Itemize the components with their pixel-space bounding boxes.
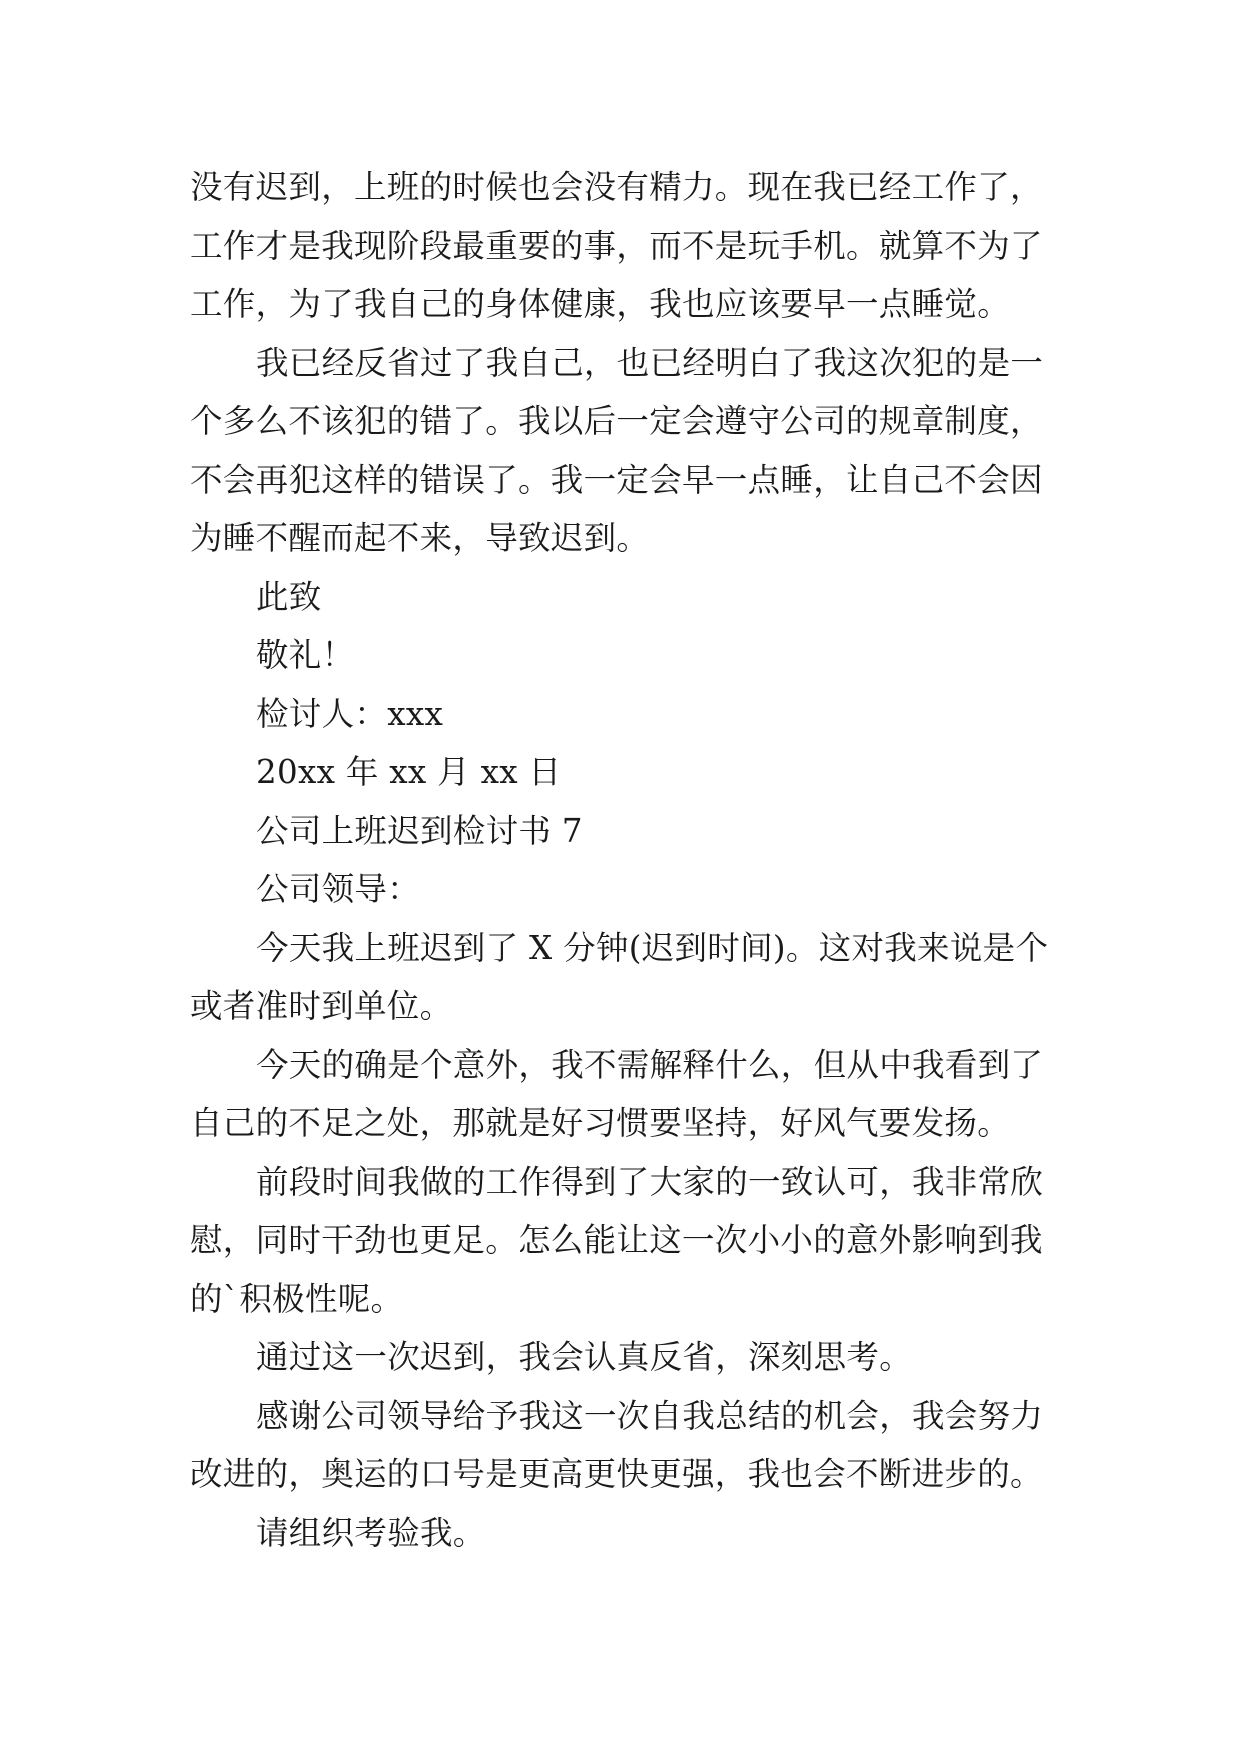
text-line: 前段时间我做的工作得到了大家的一致认可，我非常欣 <box>256 1162 1044 1201</box>
text-line: 改进的，奥运的口号是更高更快更强，我也会不断进步的。 <box>190 1455 1043 1493</box>
text-line: 20xx 年 xx 月 xx 日 <box>256 753 562 791</box>
text-line: 工作，为了我自己的身体健康，我也应该要早一点睡觉。 <box>190 285 1011 323</box>
text-line: 的`积极性呢。 <box>190 1279 404 1318</box>
text-line: 通过这一次迟到，我会认真反省，深刻思考。 <box>256 1338 913 1376</box>
text-line: 为睡不醒而起不来，导致迟到。 <box>190 519 650 557</box>
text-line: 公司上班迟到检讨书 7 <box>256 811 583 850</box>
text-line: 此致 <box>256 577 322 616</box>
text-line: 检讨人：xxx <box>256 694 444 733</box>
text-line: 公司领导： <box>256 870 421 908</box>
text-line: 敬礼！ <box>256 636 355 674</box>
text-line: 自己的不足之处，那就是好习惯要坚持，好风气要发扬。 <box>190 1104 1011 1142</box>
text-line: 我已经反省过了我自己，也已经明白了我这次犯的是一 <box>256 343 1044 382</box>
text-line: 没有迟到，上班的时候也会没有精力。现在我已经工作了， <box>190 168 1043 206</box>
text-line: 今天我上班迟到了 X 分钟(迟到时间)。这对我来说是个 <box>256 928 1049 967</box>
text-line: 感谢公司领导给予我这一次自我总结的机会，我会努力 <box>256 1396 1044 1435</box>
text-line: 请组织考验我。 <box>256 1513 486 1552</box>
text-line: 个多么不该犯的错了。我以后一定会遵守公司的规章制度， <box>190 402 1043 440</box>
text-line: 工作才是我现阶段最重要的事，而不是玩手机。就算不为了 <box>190 226 1043 265</box>
document-body <box>190 158 1070 1562</box>
text-line: 今天的确是个意外，我不需解释什么，但从中我看到了 <box>256 1045 1044 1084</box>
text-line: 或者准时到单位。 <box>190 987 453 1025</box>
text-line: 不会再犯这样的错误了。我一定会早一点睡，让自己不会因 <box>190 460 1043 499</box>
text-line: 慰，同时干劲也更足。怎么能让这一次小小的意外影响到我 <box>190 1221 1043 1259</box>
